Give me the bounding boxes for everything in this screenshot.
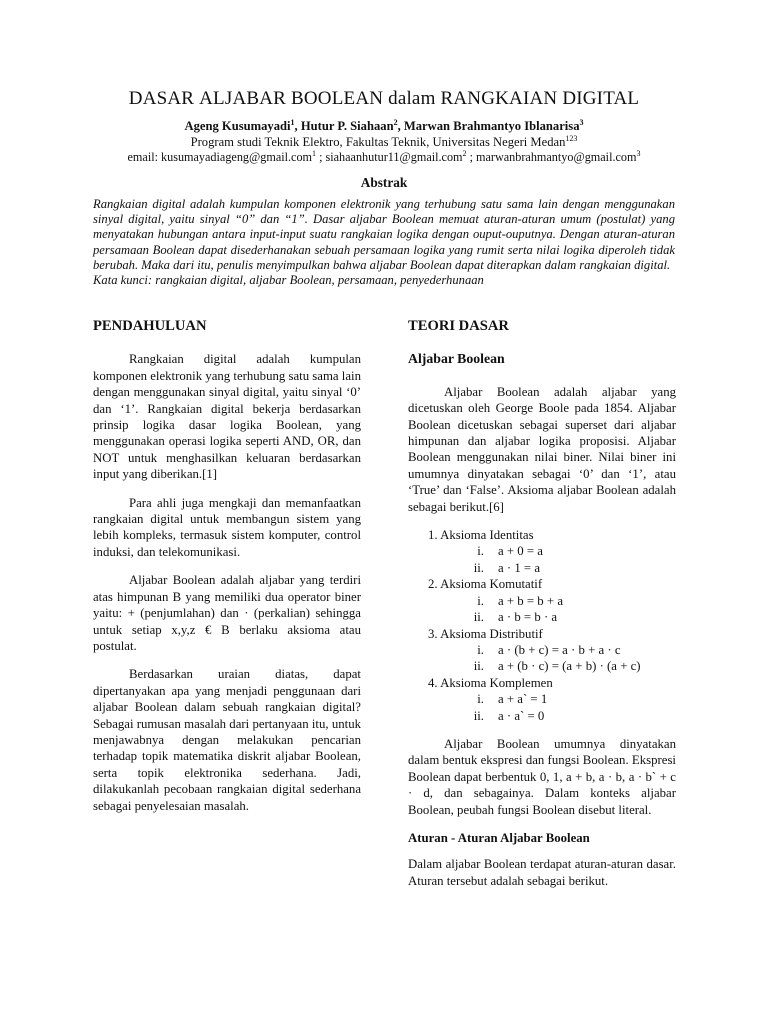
abstract-heading: Abstrak bbox=[360, 175, 408, 190]
rule-number: i. bbox=[477, 692, 484, 707]
title-fragment: dalam bbox=[383, 88, 441, 109]
email-address: ; marwanbrahmantyo@gmail.com bbox=[466, 150, 637, 164]
rule-expression: a · b = b · a bbox=[498, 610, 558, 625]
rule-expression: a + 0 = a bbox=[498, 544, 543, 559]
rule-expression: a + a` = 1 bbox=[498, 692, 548, 707]
title-fragment: D bbox=[128, 88, 143, 109]
rule-number: i. bbox=[477, 642, 484, 657]
abstract-body: Rangkaian digital adalah kumpulan komponen elektronik yang terhubung satu sama lain dengan menggunakan sinyal digital, yaitu sinyal “0” dan “1”. Dasar aljabar Boolean memuat aturan-aturan umum (postulat) yang menyatakan hubungan antara input-input suatu rangkaian logika dengan ouput-ouputnya. Dengan aturan-aturan persamaan Boolean dapat disederhanakan sebuah persamaan logika yang rumit serta nilai logika diperoleh tidak berubah. Maka dari itu, penulis menyimpulkan bahwa aljabar Boolean dapat diterapkan dalam rangkaian digital. bbox=[93, 197, 675, 272]
axiom-rule bbox=[428, 658, 676, 674]
section-heading-pendahuluan: PENDAHULUAN bbox=[93, 318, 207, 334]
author-affiliation-mark: 2 bbox=[393, 117, 398, 127]
email-mark: 2 bbox=[462, 148, 467, 158]
axiom-title: 3. Aksioma Distributif bbox=[428, 626, 543, 641]
abstract-keywords: Kata kunci: rangkaian digital, aljabar Boolean, persamaan, penyederhunaan bbox=[93, 273, 484, 288]
title-fragment: IGITAL bbox=[576, 88, 640, 109]
email-mark: 3 bbox=[636, 148, 641, 158]
affiliation bbox=[60, 135, 708, 150]
title-fragment: D bbox=[562, 88, 577, 109]
axiom-rule bbox=[428, 560, 676, 576]
rule-number: i. bbox=[477, 593, 484, 608]
title-fragment: LJABAR bbox=[213, 88, 291, 109]
axiom-rule bbox=[428, 609, 676, 625]
section-heading-teori-dasar: TEORI DASAR bbox=[408, 318, 509, 334]
email-line bbox=[40, 150, 728, 165]
axiom-rule bbox=[428, 543, 676, 559]
title-fragment: A bbox=[199, 88, 214, 109]
paragraph: Aljabar Boolean adalah aljabar yang dicetuskan oleh George Boole pada 1854. Aljabar Boolean dicetuskan sebagai superset dari aljabar himpunan dan aljabar logika proposisi. Aljabar Boolean menggunakan nilai biner. Nilai biner ini umumnya dinyatakan sebagai ‘0’ dan ‘1’, atau ‘True’ dan ‘False’. Aksioma aljabar Boolean adalah sebagai berikut.[6] bbox=[408, 384, 676, 514]
rule-number: i. bbox=[477, 544, 484, 559]
right-column bbox=[408, 318, 676, 901]
axiom-item bbox=[428, 626, 676, 675]
axiom-rule bbox=[428, 708, 676, 724]
subsection-heading-aturan: Aturan - Aturan Aljabar Boolean bbox=[408, 830, 590, 845]
author-list bbox=[60, 119, 708, 134]
email-mark: 1 bbox=[312, 148, 317, 158]
rule-number: ii. bbox=[473, 708, 484, 723]
email-address: email: kusumayadiageng@gmail.com bbox=[127, 150, 313, 164]
title-fragment: R bbox=[440, 88, 454, 109]
paragraph: Para ahli juga mengkaji dan memanfaatkan rangkaian digital untuk membangun sistem yang lebih kompleks, termasuk sistem komputer, control induksi, dan telekomunikasi. bbox=[93, 495, 361, 559]
abstract-block bbox=[93, 197, 675, 288]
axiom-item bbox=[428, 675, 676, 724]
subsection-heading-aljabar-boolean: Aljabar Boolean bbox=[408, 351, 505, 367]
email-address: ; siahaanhutur11@gmail.com bbox=[316, 150, 463, 164]
affiliation-text: Program studi Teknik Elektro, Fakultas Teknik, Universitas Negeri Medan bbox=[190, 135, 566, 149]
author-affiliation-mark: 3 bbox=[579, 117, 584, 127]
axiom-title: 4. Aksioma Komplemen bbox=[428, 675, 553, 690]
paragraph: Dalam aljabar Boolean terdapat aturan-aturan dasar. Aturan tersebut adalah sebagai berikut. bbox=[408, 857, 676, 888]
axiom-list bbox=[408, 527, 676, 724]
axiom-item bbox=[428, 527, 676, 576]
author-name: Ageng Kusumayadi bbox=[184, 119, 291, 133]
axiom-rule bbox=[428, 642, 676, 658]
paragraph: Aljabar Boolean adalah aljabar yang terdiri atas himpunan B yang memiliki dua operator biner yaitu: + (penjumlahan) dan · (perkalian) sehingga untuk setiap x,y,z € B berlaku aksioma atau postulat. bbox=[93, 573, 361, 653]
title-fragment: ASAR bbox=[142, 88, 200, 109]
axiom-title: 2. Aksioma Komutatif bbox=[428, 577, 543, 592]
axiom-item bbox=[428, 576, 676, 625]
rule-expression: a · a` = 0 bbox=[498, 708, 545, 723]
axiom-rule bbox=[428, 691, 676, 707]
title-fragment: B bbox=[291, 88, 304, 109]
author-name: , Marwan Brahmantyo Iblanarisa bbox=[397, 119, 580, 133]
author-name: , Hutur P. Siahaan bbox=[294, 119, 394, 133]
rule-expression: a + b = b + a bbox=[498, 593, 564, 608]
rule-expression: a · (b + c) = a · b + a · c bbox=[498, 642, 621, 657]
title-fragment: OOLEAN bbox=[303, 88, 384, 109]
author-affiliation-mark: 1 bbox=[290, 117, 295, 127]
rule-number: ii. bbox=[473, 560, 484, 575]
paper-title bbox=[60, 88, 708, 110]
left-column bbox=[93, 318, 361, 826]
affiliation-mark: 123 bbox=[565, 133, 578, 143]
title-fragment: ANGKAIAN bbox=[453, 88, 563, 109]
paragraph: Aljabar Boolean umumnya dinyatakan dalam bentuk ekspresi dan fungsi Boolean. Ekspresi Boolean dapat berbentuk 0, 1, a + b, a · b, a · b` + c · d, dan sebagainya. Dalam konteks aljabar Boolean, peubah fungsi Boolean disebut literal. bbox=[408, 736, 676, 817]
axiom-title: 1. Aksioma Identitas bbox=[428, 528, 534, 543]
rule-number: ii. bbox=[473, 659, 484, 674]
paragraph: Berdasarkan uraian diatas, dapat dipertanyakan apa yang menjadi penggunaan dari aljabar Boolean dalam sebuah rangkaian digital? Sebagai rumusan masalah dari pertanyaan itu, untuk menjawabnya dengan melakukan pencarian terhadap topik matematika diskrit aljabar Boolean, serta topik elektronika sederhana. Jadi, dilakukanlah pecobaan rangkaian digital sederhana sebagai penyelesaian masalah. bbox=[93, 667, 361, 813]
rule-number: ii. bbox=[473, 610, 484, 625]
rule-expression: a · 1 = a bbox=[498, 560, 541, 575]
paragraph: Rangkaian digital adalah kumpulan komponen elektronik yang terhubung satu sama lain dengan menggunakan sinyal digital, yaitu sinyal ‘0’ dan ‘1’. Rangkaian digital bekerja berdasarkan prinsip logika dasar logika Boolean, yang menggunakan operasi logika seperti AND, OR, dan NOT untuk menghasilkan keluaran berdasarkan input yang diberikan.[1] bbox=[93, 352, 361, 482]
axiom-rule bbox=[428, 593, 676, 609]
rule-expression: a + (b · c) = (a + b) · (a + c) bbox=[498, 659, 641, 674]
